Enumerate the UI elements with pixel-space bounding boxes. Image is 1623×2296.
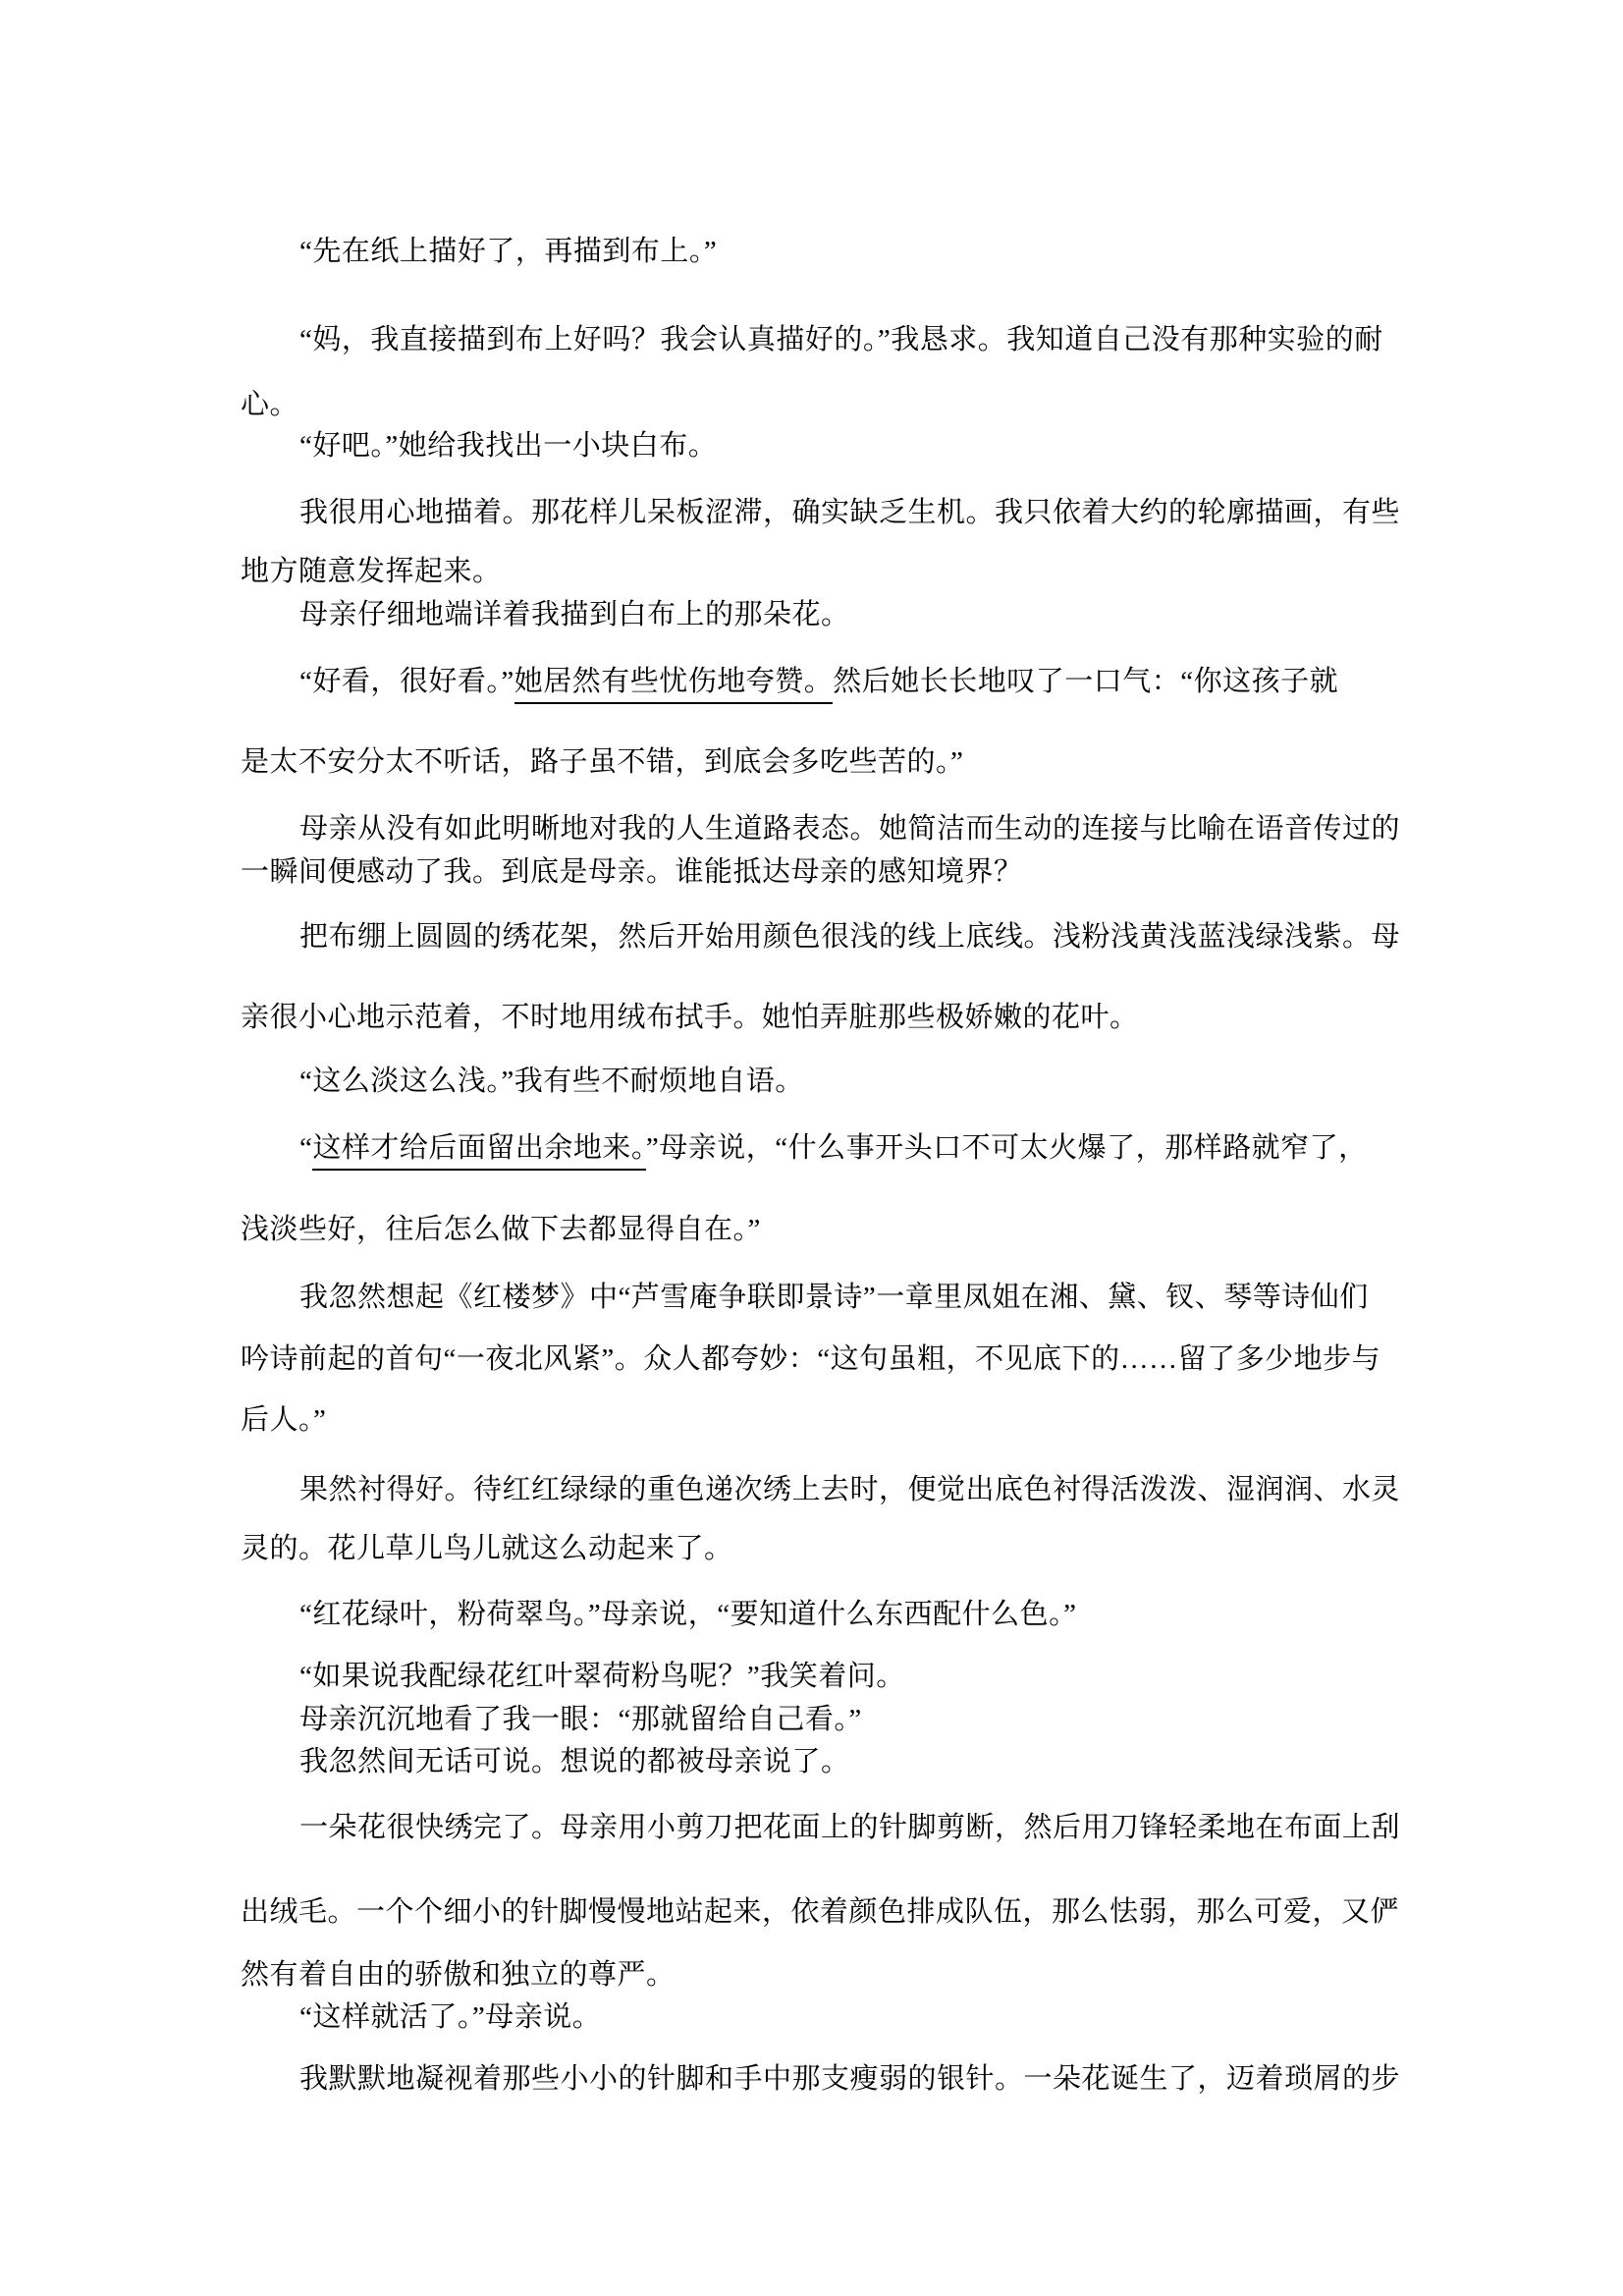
text-segment: “先在纸上描好了，再描到布上。” — [299, 236, 718, 267]
text-line — [299, 1063, 804, 1101]
text-segment: 灵的。花儿草儿鸟儿就这么动起来了。 — [241, 1533, 733, 1564]
text-segment: 后人。” — [241, 1404, 327, 1436]
text-line — [241, 1401, 326, 1440]
text-segment: “ — [299, 1132, 313, 1164]
text-segment: 把布绷上圆圆的绣花架，然后开始用颜色很浅的线上底线。浅粉浅黄浅蓝浅绿浅紫。母 — [299, 921, 1401, 953]
text-line — [299, 233, 717, 271]
text-segment: 我忽然间无话可说。想说的都被母亲说了。 — [299, 1746, 850, 1777]
text-line — [299, 663, 1338, 701]
text-line — [241, 386, 298, 424]
text-line — [299, 427, 717, 465]
text-segment: 是太不安分太不听话，路子虽不错，到底会多吃些苦的。” — [241, 746, 964, 778]
text-line — [299, 494, 1400, 532]
text-segment: “妈，我直接描到布上好吗？我会认真描好的。”我恳求。我知道自己没有那种实验的耐 — [299, 324, 1383, 355]
text-line — [299, 596, 850, 634]
text-line — [299, 1279, 1369, 1317]
text-line — [299, 321, 1383, 359]
underlined-text: 她居然有些忧伤地夸赞。 — [514, 666, 834, 704]
text-line — [241, 1340, 1380, 1379]
underlined-text: 这样才给后面留出余地来。 — [312, 1132, 646, 1171]
text-line — [241, 553, 502, 591]
text-segment: 果然衬得好。待红红绿绿的重色递次绣上去时，便觉出底色衬得活泼泼、湿润润、水灵 — [299, 1474, 1401, 1505]
text-segment: 母亲沉沉地看了我一眼：“那就留给自己看。” — [299, 1704, 862, 1735]
text-segment: “好看，很好看。” — [299, 666, 514, 697]
text-segment: 母亲从没有如此明晰地对我的人生道路表态。她简洁而生动的连接与比喻在语音传过的 — [299, 813, 1401, 845]
text-line — [299, 2060, 1400, 2099]
text-segment: 一瞬间便感动了我。到底是母亲。谁能抵达母亲的感知境界？ — [241, 856, 1023, 888]
text-line — [299, 918, 1400, 957]
text-line — [241, 1530, 733, 1568]
text-segment: 然有着自由的骄傲和独立的尊严。 — [241, 1959, 676, 1991]
text-segment: 我很用心地描着。那花样儿呆板涩滞，确实缺乏生机。我只依着大约的轮廓描画，有些 — [299, 497, 1401, 528]
text-segment: ”母亲说，“什么事开头口不可太火爆了，那样路就窄了， — [645, 1132, 1368, 1164]
text-line — [299, 1701, 862, 1739]
text-line — [241, 1893, 1399, 1932]
text-segment: 我忽然想起《红楼梦》中“芦雪庵争联即景诗”一章里凤姐在湘、黛、钗、琴等诗仙们 — [299, 1282, 1369, 1313]
text-segment: 出绒毛。一个个细小的针脚慢慢地站起来，依着颜色排成队伍，那么怯弱，那么可爱，又俨 — [241, 1896, 1400, 1928]
text-line — [241, 743, 963, 782]
text-segment: “这么淡这么浅。”我有些不耐烦地自语。 — [299, 1066, 804, 1097]
text-segment: 吟诗前起的首句“一夜北风紧”。众人都夸妙：“这句虽粗，不见底下的……留了多少地步与 — [241, 1343, 1381, 1375]
text-segment: 亲很小心地示范着，不时地用绒布拭手。她怕弄脏那些极娇嫩的花叶。 — [241, 1002, 1139, 1033]
text-line — [299, 1743, 850, 1781]
text-segment: 地方随意发挥起来。 — [241, 556, 502, 587]
text-line — [241, 1211, 761, 1249]
text-line — [299, 810, 1400, 848]
text-segment: 我默默地凝视着那些小小的针脚和手中那支瘦弱的银针。一朵花诞生了，迈着琐屑的步 — [299, 2063, 1401, 2095]
text-line — [299, 1658, 905, 1696]
text-line — [299, 1129, 1368, 1168]
text-line — [241, 1956, 676, 1995]
text-segment: “如果说我配绿花红叶翠荷粉鸟呢？”我笑着问。 — [299, 1661, 905, 1692]
text-line — [241, 853, 1023, 892]
text-segment: “好吧。”她给我找出一小块白布。 — [299, 430, 718, 462]
text-line — [299, 1596, 1077, 1634]
text-segment: 然后她长长地叹了一口气：“你这孩子就 — [833, 666, 1339, 697]
text-segment: 母亲仔细地端详着我描到白布上的那朵花。 — [299, 599, 850, 630]
text-segment: 心。 — [241, 389, 299, 420]
text-line — [299, 1998, 601, 2037]
text-segment: “这样就活了。”母亲说。 — [299, 2001, 602, 2033]
text-segment: “红花绿叶，粉荷翠鸟。”母亲说，“要知道什么东西配什么色。” — [299, 1599, 1077, 1630]
text-segment: 浅淡些好，往后怎么做下去都显得自在。” — [241, 1214, 761, 1245]
text-line — [241, 999, 1139, 1037]
text-line — [299, 1471, 1400, 1509]
text-line — [299, 1809, 1400, 1847]
text-segment: 一朵花很快绣完了。母亲用小剪刀把花面上的针脚剪断，然后用刀锋轻柔地在布面上刮 — [299, 1812, 1401, 1843]
